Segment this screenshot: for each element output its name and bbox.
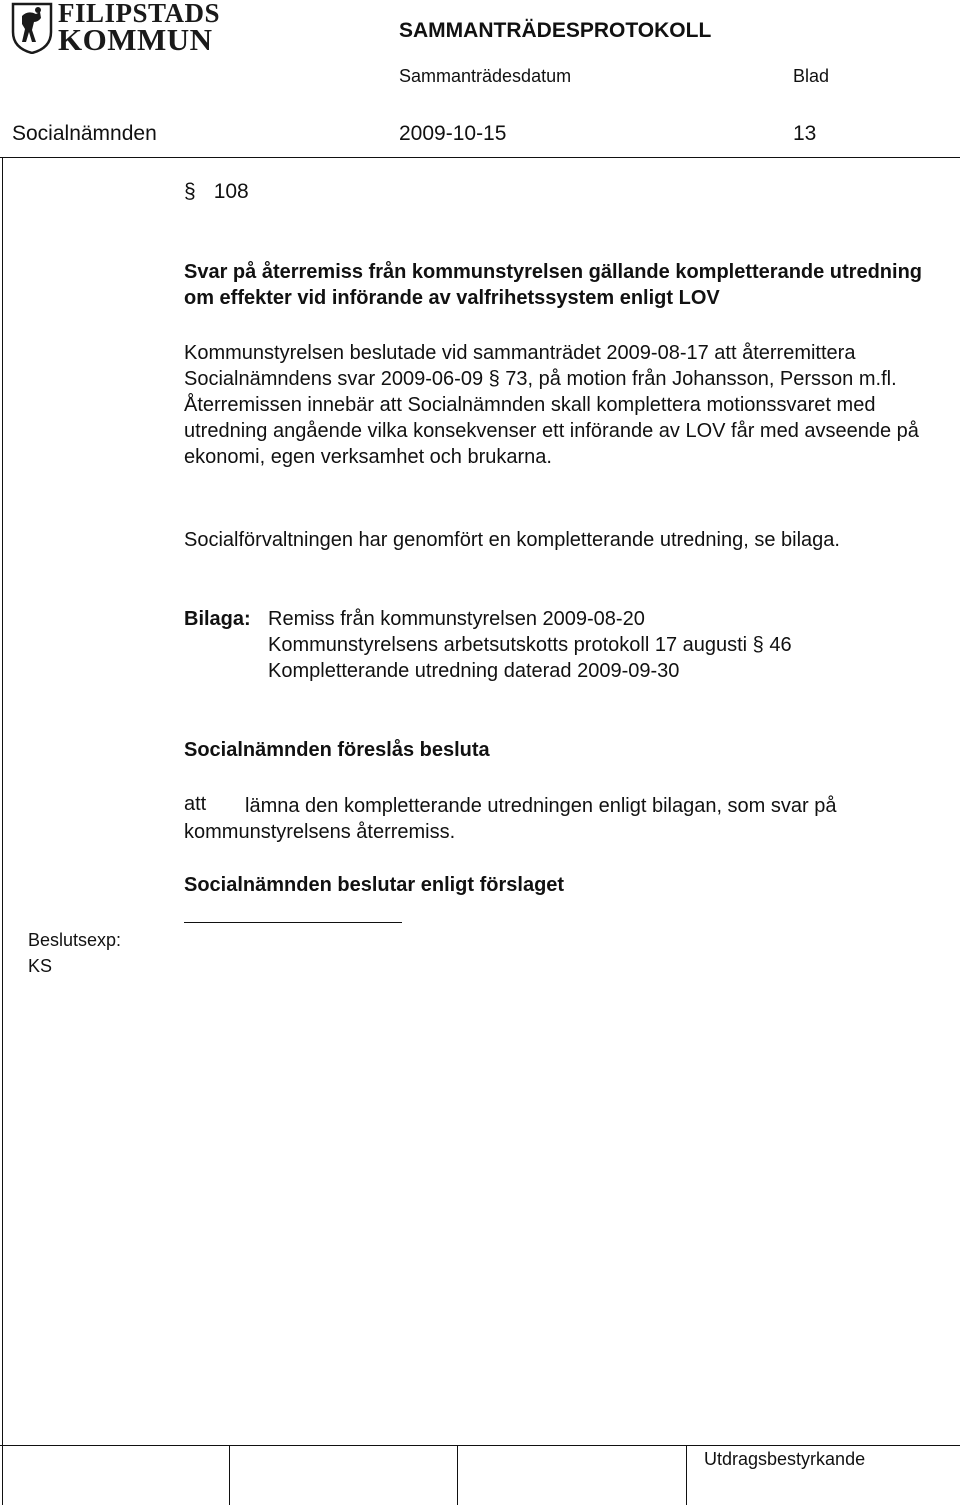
body-paragraph-background: Kommunstyrelsen beslutade vid sammanträdet 2009-08-17 att återremittera Socialnämndens svar 2009-06-09 § 73, på motion från Johansson, Persson m.fl. Återremissen innebär att Socialnämnden skall komplettera motionssvaret med utredning angående vilka konsekvenser ett införande av LOV får med avseende på ekonomi, egen verksamhet och brukarna.: [184, 342, 919, 468]
municipality-logo: [6, 0, 221, 57]
logo-text-line2: KOMMUN: [58, 22, 213, 57]
expedition-recipient: KS: [28, 956, 53, 976]
logo-text-line1: FILIPSTADS: [58, 0, 221, 28]
section-symbol: §: [184, 180, 196, 203]
expedition-label: Beslutsexp:: [28, 930, 122, 950]
page-label: Blad: [793, 66, 830, 86]
proposal-text: lämna den kompletterande utredningen enligt bilagan, som svar på kommunstyrelsens återremiss.: [184, 795, 837, 843]
attachment-item: Kommunstyrelsens arbetsutskotts protokoll 17 augusti § 46: [268, 634, 792, 656]
extract-certification-label: Utdragsbestyrkande: [704, 1449, 866, 1469]
paragraph-number: [184, 180, 249, 204]
item-title: Svar på återremiss från kommunstyrelsen gällande kompletterande utredning om effekter vid införande av valfrihetssystem enligt LOV: [184, 261, 923, 309]
committee-name: Socialnämnden: [12, 122, 157, 145]
attachments-list: [268, 606, 792, 684]
signature-box-divider: [229, 1445, 230, 1505]
meeting-date: 2009-10-15: [399, 122, 507, 145]
paragraph-number-value: 108: [213, 180, 249, 203]
coat-of-arms-icon: [10, 2, 54, 54]
decision-heading: Socialnämnden beslutar enligt förslaget: [184, 874, 565, 896]
proposal-heading: Socialnämnden föreslås besluta: [184, 739, 490, 761]
att-keyword: att: [184, 793, 207, 815]
body-paragraph-investigation: Socialförvaltningen har genomfört en kompletterande utredning, se bilaga.: [184, 529, 840, 551]
meeting-date-label: Sammanträdesdatum: [399, 66, 572, 86]
expedition-note: [28, 927, 121, 979]
signature-box-divider: [457, 1445, 458, 1505]
frame-left-border: [2, 157, 3, 1505]
attachments-label: Bilaga:: [184, 608, 251, 630]
document-title: SAMMANTRÄDESPROTOKOLL: [399, 19, 712, 42]
signature-box-divider: [686, 1445, 687, 1505]
attachment-item: Remiss från kommunstyrelsen 2009-08-20: [268, 608, 645, 630]
footer-divider: [0, 1445, 960, 1446]
attachment-item: Kompletterande utredning daterad 2009-09-30: [268, 660, 680, 682]
header-divider: [0, 157, 960, 158]
signature-line: [184, 922, 402, 923]
page-number: 13: [793, 122, 817, 145]
